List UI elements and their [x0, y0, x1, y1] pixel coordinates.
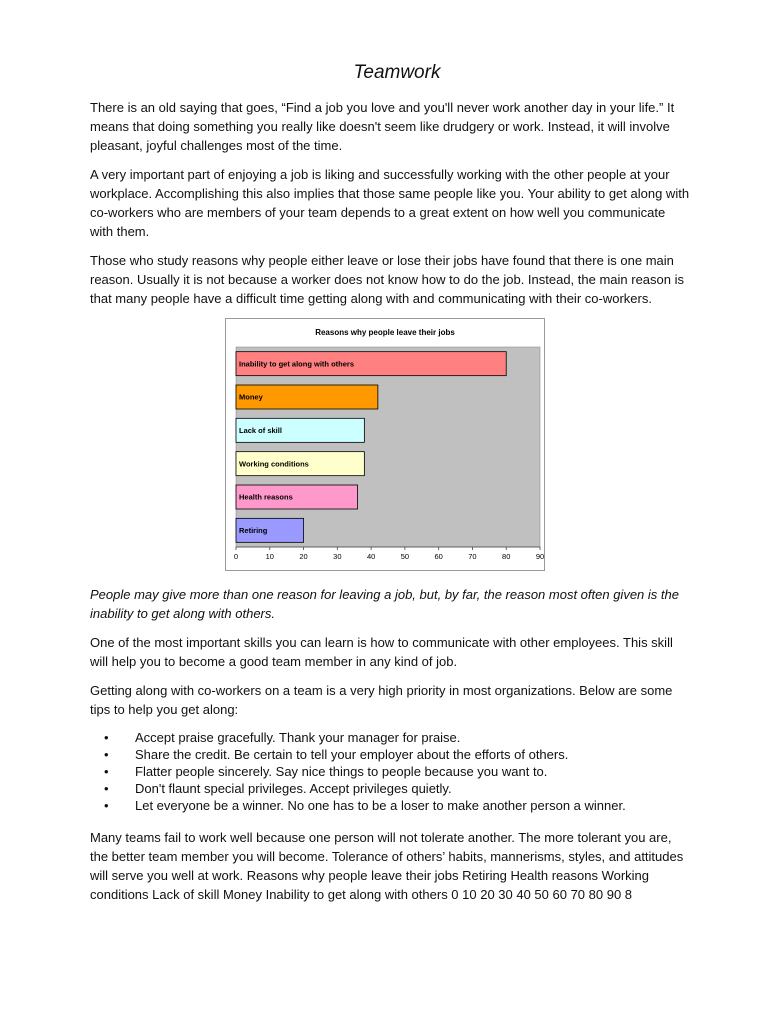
plot-area: [236, 347, 540, 547]
x-tick-label: 70: [468, 552, 477, 561]
closing-paragraph: Many teams fail to work well because one person will not tolerate another. The more tolerant you are, the better team member you will become. Tolerance of others’ habits, mannerisms, styles, and attitudes will serve you well at work. Reasons why people leave their jobs Retiring Health reasons Working conditions Lack of skill Money Inability to get along with others 0 10 20 30 40 50 60 70 80 90 8: [90, 830, 684, 902]
x-tick-label: 90: [535, 552, 544, 561]
tips-intro-paragraph: Getting along with co-workers on a team is a very high priority in most organizations. Below are some tips to help you get along:: [90, 683, 673, 717]
bar-label: Working conditions: [239, 459, 309, 469]
bar-label: Retiring: [239, 525, 268, 535]
tip-text: Let everyone be a winner. No one has to be a loser to make another person a winner.: [135, 798, 626, 813]
page-title: Teamwork: [353, 62, 441, 83]
tip-text: Accept praise gracefully. Thank your manager for praise.: [135, 730, 461, 745]
bar-label: Money: [239, 392, 263, 402]
document-page: [90, 62, 690, 914]
bullet-icon: •: [104, 747, 109, 762]
tip-text: Don't flaunt special privileges. Accept privileges quietly.: [135, 781, 452, 796]
x-tick-label: 60: [434, 552, 443, 561]
x-tick-label: 50: [400, 552, 410, 561]
x-tick-label: 40: [366, 552, 376, 561]
bullet-icon: •: [104, 730, 109, 745]
tip-item: [104, 729, 690, 746]
tip-text: Flatter people sincerely. Say nice things to people because you want to.: [135, 764, 548, 779]
chart-caption: People may give more than one reason for leaving a job, but, by far, the reason most often given is the inability to get along with others.: [90, 587, 679, 621]
bar-label: Lack of skill: [239, 425, 282, 435]
chart-title: Reasons why people leave their jobs: [315, 328, 455, 337]
x-tick-label: 80: [502, 552, 511, 561]
bullet-icon: •: [104, 781, 109, 796]
bar-label: Inability to get along with others: [239, 359, 355, 369]
bar-chart: [226, 319, 544, 570]
x-tick-label: 10: [265, 552, 274, 561]
reasons-paragraph: Those who study reasons why people either leave or lose their jobs have found that there is one main reason. Usually it is not because a worker does not know how to do the job. Instead, the main reason is that many people have a difficult time getting along with and communicating with their co-workers.: [90, 253, 685, 306]
tip-item: [104, 763, 690, 780]
coworkers-paragraph: A very important part of enjoying a job is liking and successfully working with the other people at your workplace. Accomplishing this also implies that those same people like you. Your ability to get along with co-workers who are members of your team depends to a great extent on how well you communicate with them.: [90, 167, 690, 239]
x-tick-label: 30: [333, 552, 342, 561]
tip-text: Share the credit. Be certain to tell your employer about the efforts of others.: [135, 747, 569, 762]
chart-figure: [225, 318, 545, 571]
bullet-icon: •: [104, 764, 109, 779]
skills-paragraph: One of the most important skills you can learn is how to communicate with other employees. This skill will help you to become a good team member in any kind of job.: [90, 635, 673, 669]
tips-list: [104, 729, 690, 814]
x-ticks-group: [234, 547, 544, 561]
tip-item: [104, 746, 690, 763]
tip-item: [104, 797, 690, 814]
tip-item: [104, 780, 690, 797]
bullet-icon: •: [104, 798, 109, 813]
bar-label: Health reasons: [239, 492, 293, 502]
intro-paragraph: There is an old saying that goes, “Find a job you love and you'll never work another day in your life.” It means that doing something you really like doesn't seem like drudgery or work. Instead, it will involve pleasant, joyful challenges most of the time.: [90, 100, 675, 153]
x-tick-label: 20: [299, 552, 308, 561]
x-tick-label: 0: [233, 552, 239, 561]
